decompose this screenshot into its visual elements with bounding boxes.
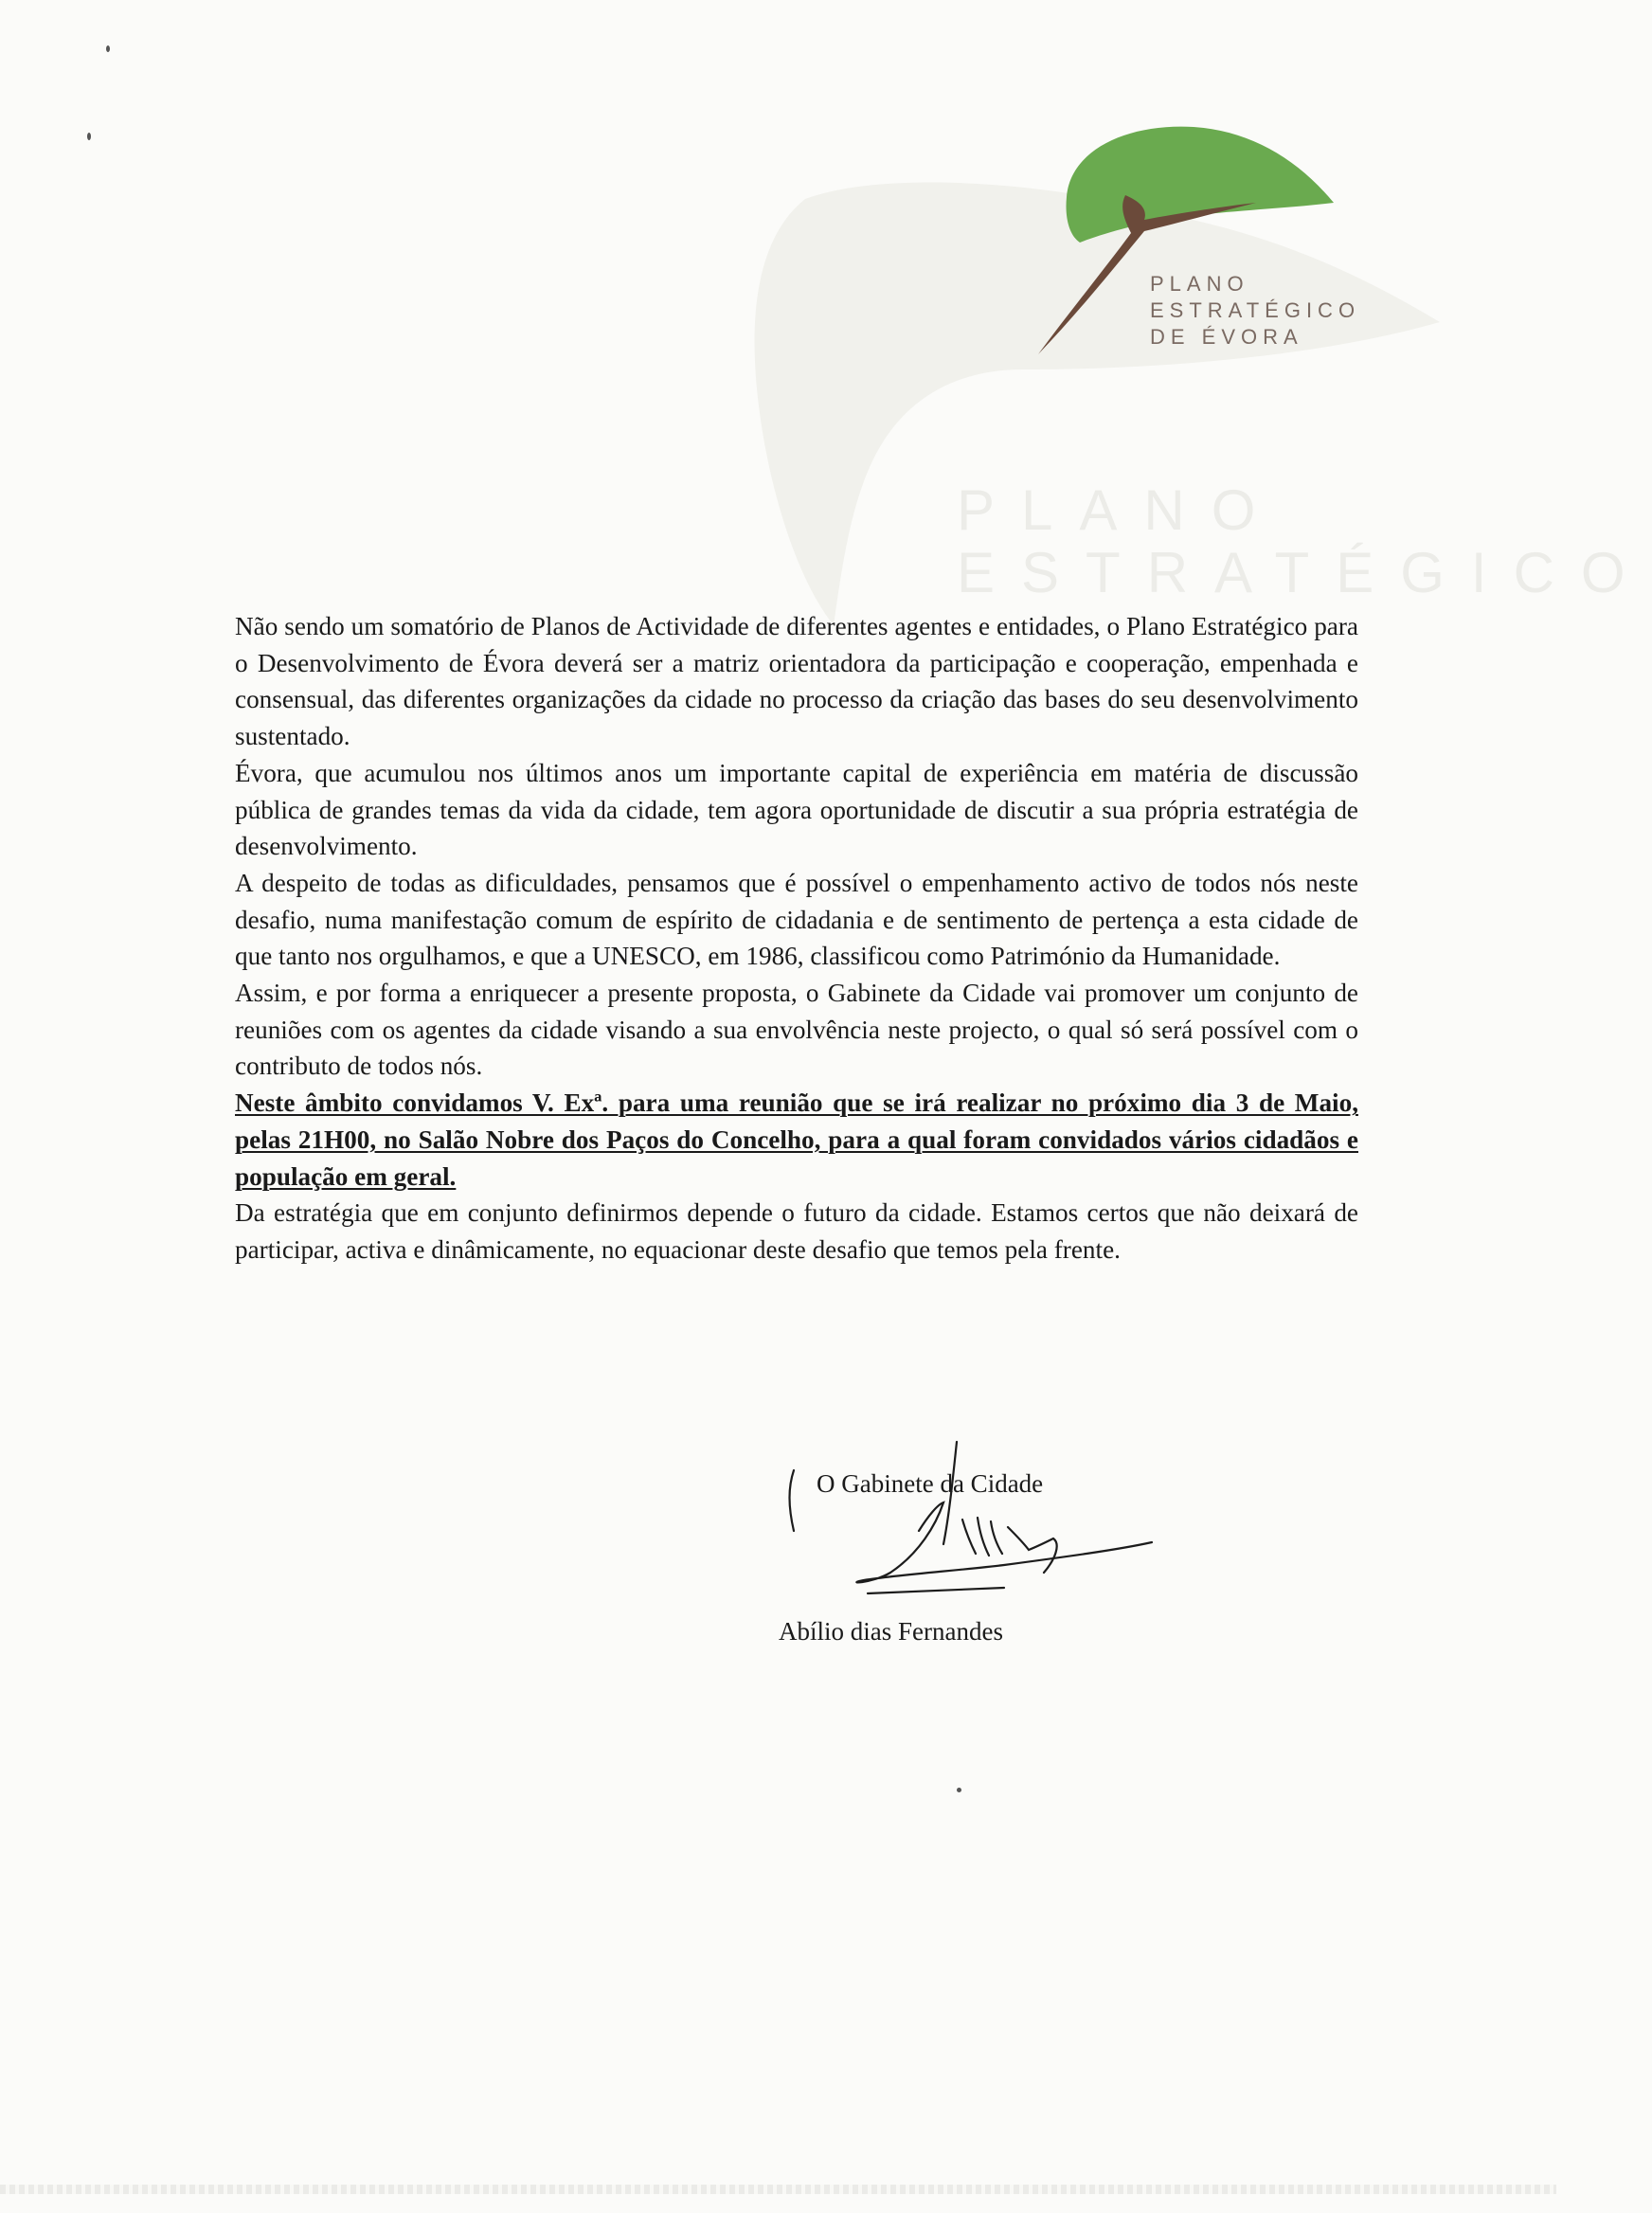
signatory-name: Abílio dias Fernandes xyxy=(779,1617,1003,1646)
handwritten-signature xyxy=(777,1440,1175,1620)
scan-speck xyxy=(106,45,110,52)
scan-edge-strip xyxy=(0,2185,1556,2194)
watermark-text: PLANO ESTRATÉGICO xyxy=(957,478,1652,604)
paragraph-dificuldades: A despeito de todas as dificuldades, pensamos que é possível o empenhamento activo de todos nós neste desafio, numa manifestação comum de espírito de cidadania e de sentimento de pertença a esta cidade de que tanto nos orgulhamos, e que a UNESCO, em 1986, classificou como Património da Humanidade. xyxy=(235,868,1358,971)
logo-text: PLANO ESTRATÉGICO DE ÉVORA xyxy=(1150,272,1361,349)
paragraph-intro: Não sendo um somatório de Planos de Actividade de diferentes agentes e entidades, o Plano Estratégico para o Desenvolvimento de Évora deverá ser a matriz orientadora da participação e cooperação, empenhada e consensual, das diferentes organizações da cidade no processo da criação das bases do seu desenvolvimento sustentado. xyxy=(235,612,1358,751)
signature-office: O Gabinete da Cidade xyxy=(817,1469,1044,1498)
letter-body xyxy=(235,608,1358,1268)
paragraph-invitation: Neste âmbito convidamos V. Exª. para uma reunião que se irá realizar no próximo dia 3 de Maio, pelas 21H00, no Salão Nobre dos Paços do Concelho, para a qual foram convidados vários cidadãos e população em geral. xyxy=(235,1089,1358,1191)
scan-speck xyxy=(87,133,91,140)
paragraph-reunioes: Assim, e por forma a enriquecer a presente proposta, o Gabinete da Cidade vai promover um conjunto de reuniões com os agentes da cidade visando a sua envolvência neste projecto, o qual só será possível com o contributo de todos nós. xyxy=(235,979,1358,1081)
paragraph-closing: Da estratégia que em conjunto definirmos depende o futuro da cidade. Estamos certos que não deixará de participar, activa e dinâmicamente, no equacionar deste desafio que temos pela frente. xyxy=(235,1198,1358,1264)
scan-speck xyxy=(957,1788,961,1792)
paragraph-evora: Évora, que acumulou nos últimos anos um importante capital de experiência em matéria de discussão pública de grandes temas da vida da cidade, tem agora oportunidade de discutir a sua própria estratégia de desenvolvimento. xyxy=(235,758,1358,861)
